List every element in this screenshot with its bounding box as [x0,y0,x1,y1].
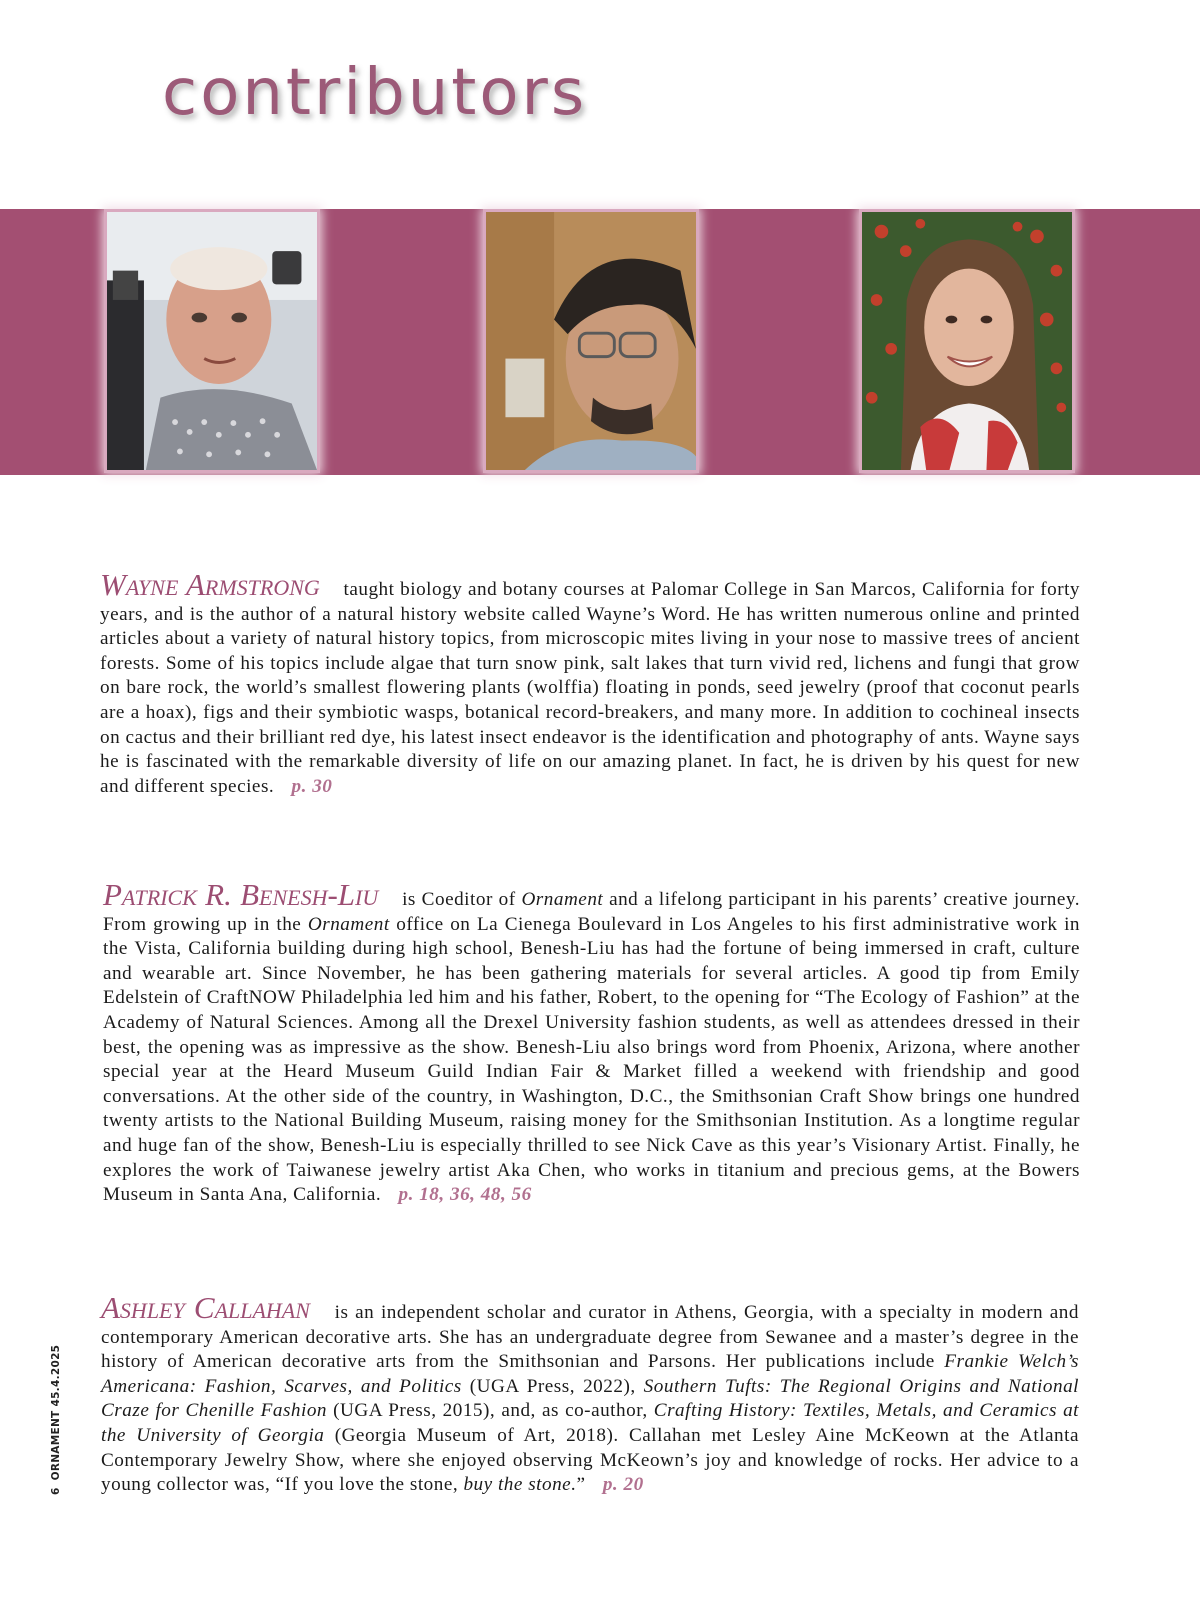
page-reference: p. 20 [602,1474,644,1496]
page-folio [50,1338,62,1495]
contributor-name: Ashley Callahan [101,1290,310,1325]
book-title: Frankie Welch’s Americana: Fashion, Scarves, and Politics [101,1351,1079,1397]
bio-text: is Coeditor of [402,889,516,910]
contributor-name: Patrick R. Benesh-Liu [103,877,379,912]
quote-emphasis: buy the stone. [463,1474,577,1496]
bio-text: is an independent scholar and curator in Athens, Georgia, with a specialty in modern and contemporary American decorative arts. She has an undergraduate degree from Sewanee and a master’s degree in the history of American decorative arts from the Smithsonian and Parsons. Her publications include [101,1302,1079,1373]
bio-text: and a lifelong participant in his parents’ creative journey. From growing up in the [103,889,1081,935]
page-reference: p. 30 [291,775,333,797]
book-title: Southern Tufts: The Regional Origins and National Craze for Chenille Fashion [101,1375,1080,1422]
contributor-photo-armstrong [104,209,320,473]
folio-page-number: 6 [50,1487,62,1495]
folio-publication: ORNAMENT 45.4.2025 [50,1344,62,1481]
contributor-bio-armstrong [100,567,1081,799]
contributor-name: Wayne Armstrong [100,567,320,602]
contributor-bio-callahan [101,1290,1080,1498]
page-reference: p. 18, 36, 48, 56 [398,1184,532,1206]
magazine-title: Ornament [521,889,604,910]
contributor-photo-benesh-liu [483,209,699,473]
page-heading: contributors [162,56,588,130]
contributor-photo-callahan [859,209,1075,473]
bio-text: taught biology and botany courses at Palomar College in San Marcos, California for forty years, and is the author of a natural history website called Wayne’s Word. He has written numerous online and printed articles about a variety of natural history topics, from microscopic mites living in your nose to massive trees of ancient forests. Some of his topics include algae that turn snow pink, salt lakes that turn vivid red, lichens and fungi that grow on bare rock, the world’s smallest flowering plants (wolffia) floating in ponds, seed jewelry (proof that coconut pearls are a hoax), figs and their symbiotic wasps, botanical record-breakers, and many more. In addition to cochineal insects on cactus and their brilliant red dye, his latest insect endeavor is the identification and photography of ants. Wayne says he is fascinated with the remarkable diversity of life on our amazing planet. In fact, he is driven by his quest for new and different species. [100,579,1081,797]
magazine-title: Ornament [307,913,390,935]
book-title: Crafting History: Textiles, Metals, and Ceramics at the University of Georgia [101,1400,1080,1446]
contributor-bio-benesh-liu [103,877,1081,1208]
bio-text: (UGA Press, 2015), and, as co-author, [333,1400,648,1422]
bio-text: (Georgia Museum of Art, 2018). Callahan met Lesley Aine McKeown at the Atlanta Contemporary Jewelry Show, where she enjoyed observing McKeown’s joy and knowledge of rocks. Her advice to a young collector was, “If you love the stone, [101,1424,1080,1496]
bio-text: office on La Cienega Boulevard in Los Angeles to his first administrative work in the Vista, California building during high school, Benesh-Liu has had the fortune of being immersed in craft, culture and wearable art. Since November, he has been gathering materials for several articles. A good tip from Emily Edelstein of CraftNOW Philadelphia led him and his father, Robert, to the opening for “The Ecology of Fashion” at the Academy of Natural Sciences. Among all the Drexel University fashion students, as well as attendees dressed in their best, the opening was as impressive as the show. Benesh-Liu also brings word from Phoenix, Arizona, where another special year at the Heard Museum Guild Indian Fair & Market filled a weekend with friendship and good conversations. At the other side of the country, in Washington, D.C., the Smithsonian Craft Show brings one hundred twenty artists to the National Building Museum, raising money for the Smithsonian Institution. As a longtime regular and huge fan of the show, Benesh-Liu is especially thrilled to see Nick Cave as this year’s Visionary Artist. Finally, he explores the work of Taiwanese jewelry artist Aka Chen, who works in titanium and precious gems, at the Bowers Museum in Santa Ana, California. [103,913,1080,1206]
bio-text: (UGA Press, 2022), [469,1375,636,1397]
bio-text: ” [576,1474,586,1496]
